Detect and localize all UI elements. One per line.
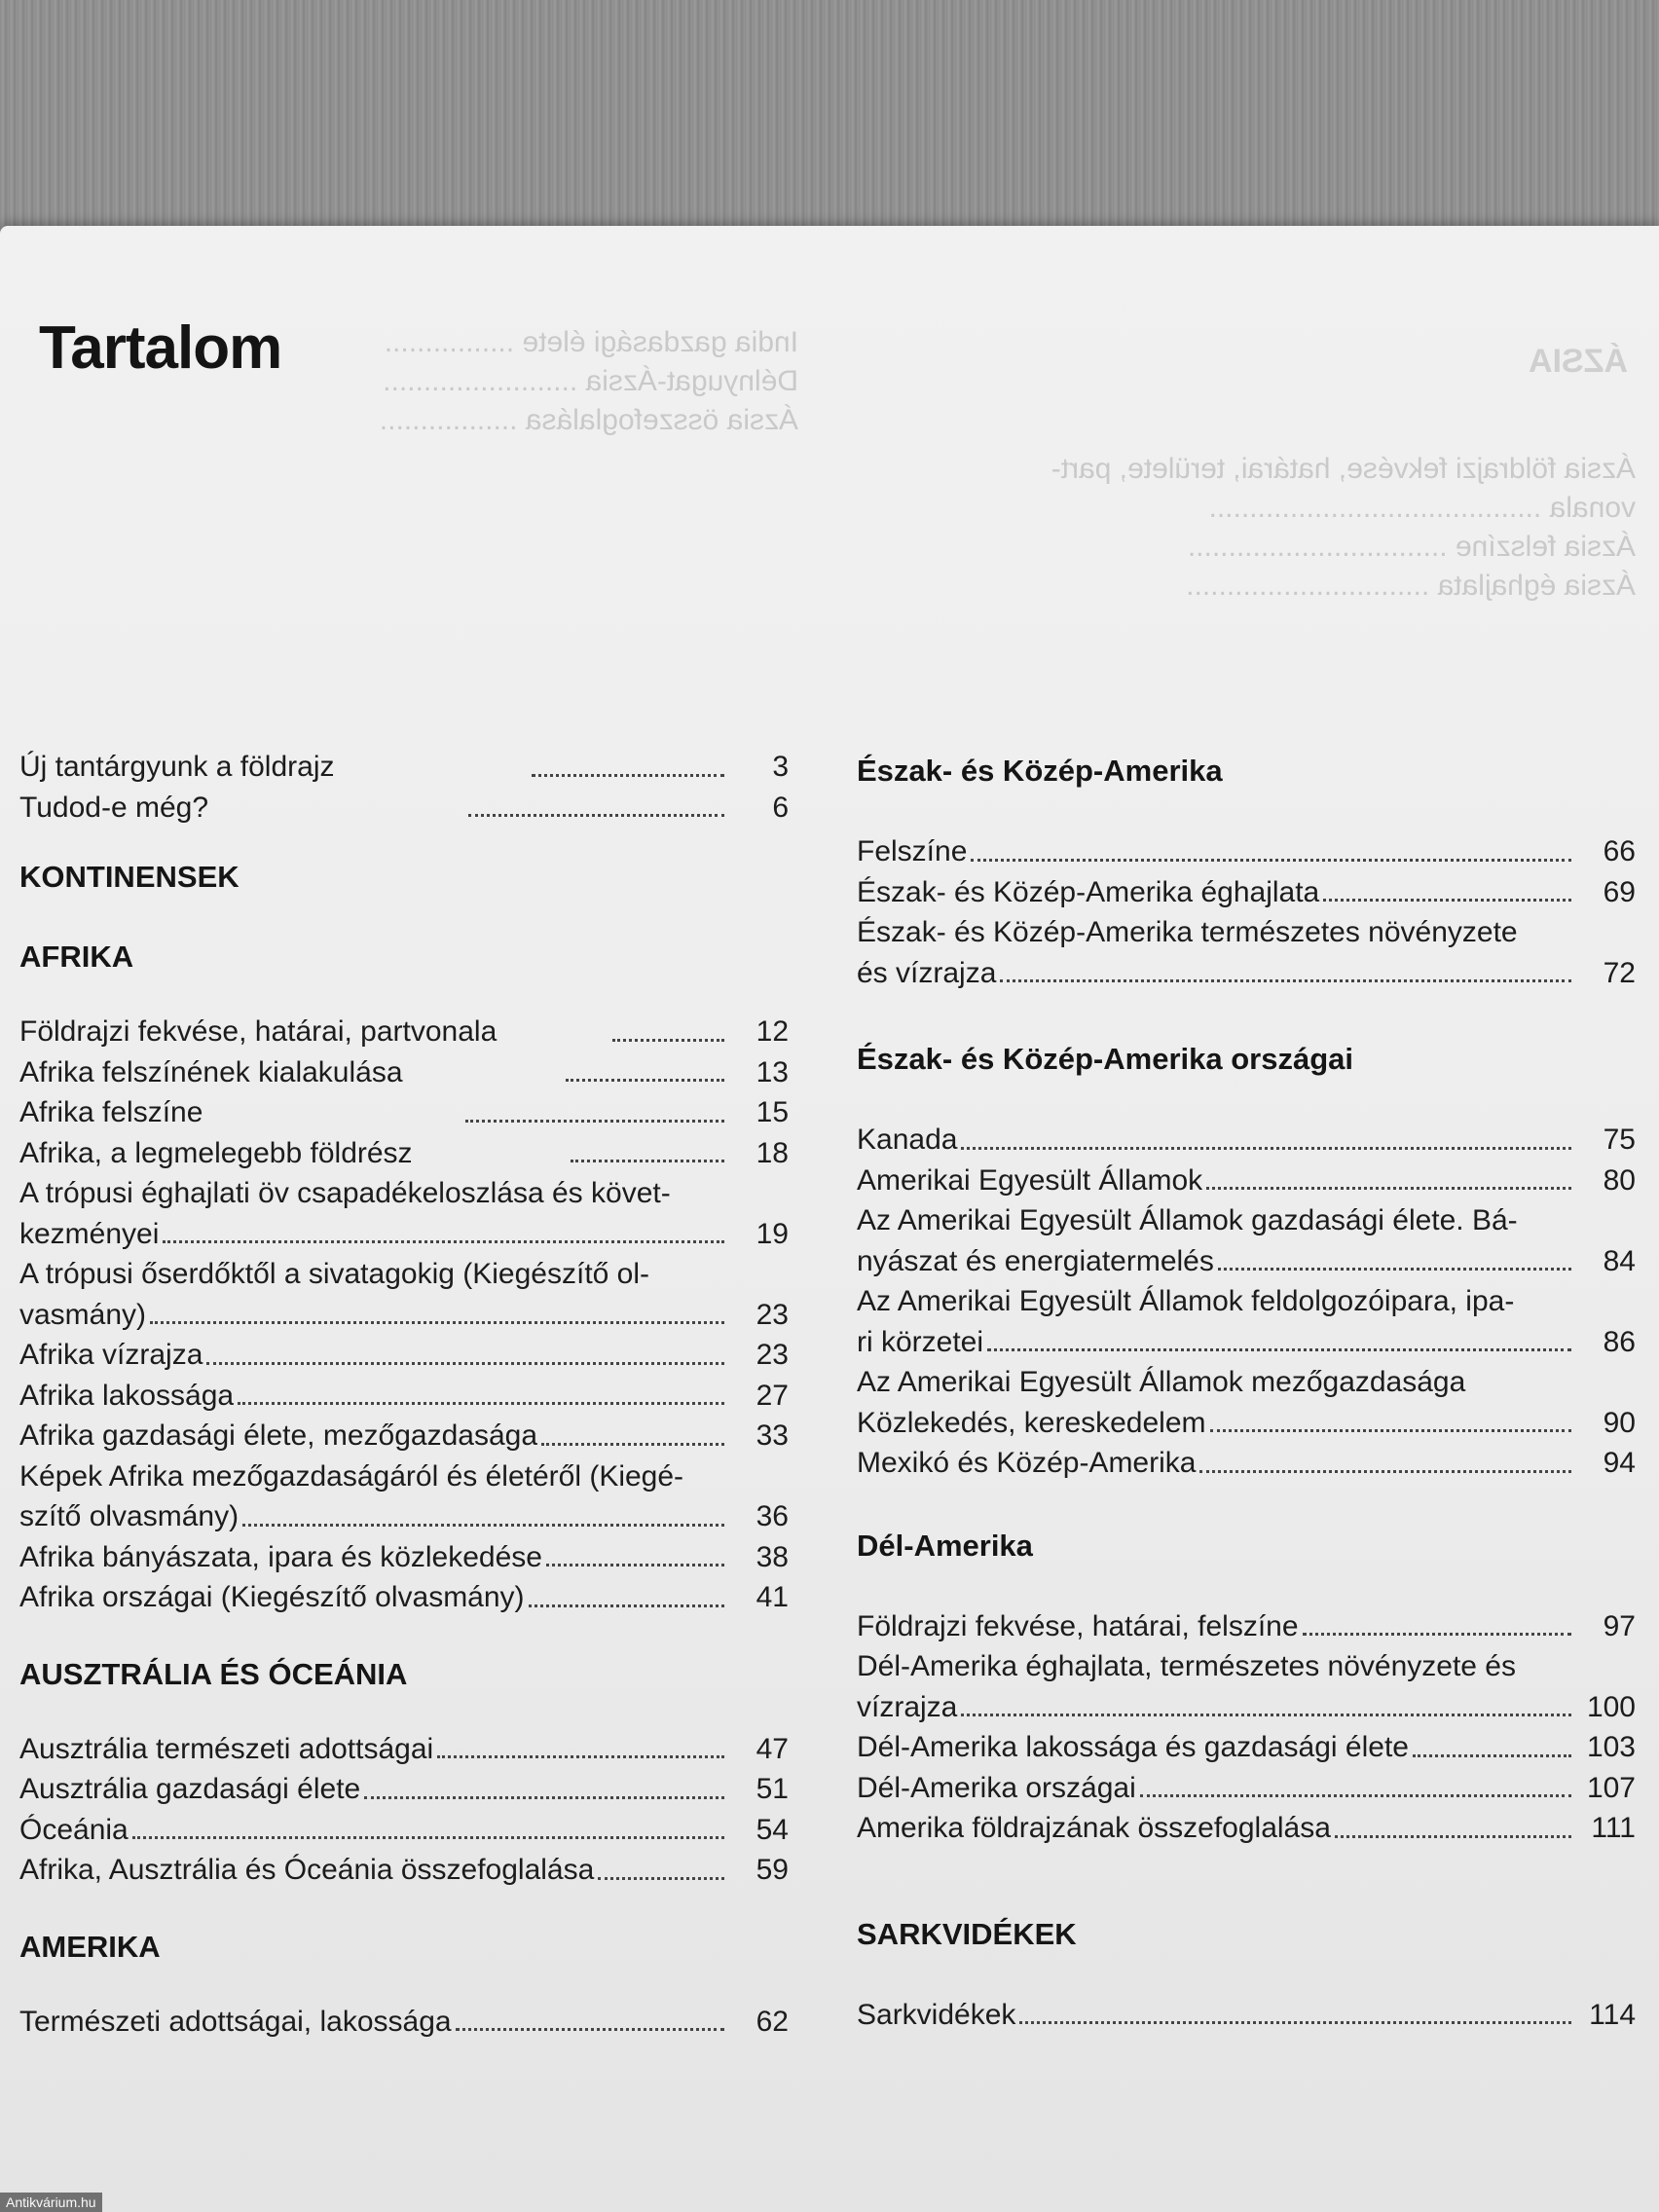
toc-entry[interactable]: Új tantárgyunk a földrajz 3 <box>19 751 789 783</box>
orszagai-entries <box>857 1120 1636 1484</box>
toc-entry[interactable]: Természeti adottságai, lakossága 62 <box>19 2005 789 2038</box>
toc-entry[interactable]: Észak- és Közép-Amerika éghajlata 69 <box>857 875 1636 908</box>
eszak-entries <box>857 831 1636 993</box>
toc-entry[interactable]: Ausztrália gazdasági élete 51 <box>19 1773 789 1805</box>
toc-entry-multiline[interactable]: Az Amerikai Egyesült Államok feldolgozóipara, ipa- ri körzetei 86 <box>857 1285 1636 1358</box>
toc-entry[interactable]: Afrika gazdasági élete, mezőgazdasága 33 <box>19 1419 789 1452</box>
toc-entry[interactable]: Földrajzi fekvése, határai, partvonala 12 <box>19 1015 790 1048</box>
toc-entry[interactable]: Földrajzi fekvése, határai, felszíne 97 <box>857 1609 1636 1642</box>
toc-entry-multiline[interactable]: Képek Afrika mezőgazdaságáról és életéről (Kiegé- szítő olvasmány) 36 <box>19 1459 789 1532</box>
toc-entry[interactable]: Afrika, a legmelegebb földrész 18 <box>19 1136 789 1169</box>
toc-entry-multiline[interactable]: Az Amerikai Egyesült Államok gazdasági élete. Bá- nyászat és energiatermelés 84 <box>857 1204 1636 1277</box>
ausztralia-entries <box>19 1729 789 1891</box>
book-page <box>0 226 1659 2212</box>
toc-entry-multiline[interactable]: A trópusi éghajlati öv csapadékeloszlása és követ- kezményei 19 <box>19 1177 789 1250</box>
page-title: Tartalom <box>39 314 282 382</box>
toc-entry-multiline[interactable]: A trópusi őserdőktől a sivatagokig (Kiegészítő ol- vasmány) 23 <box>19 1258 789 1331</box>
amerika-entries <box>19 2002 789 2043</box>
toc-entry[interactable]: Amerikai Egyesült Államok 80 <box>857 1163 1636 1197</box>
toc-entry[interactable]: Afrika felszíne 15 <box>19 1096 790 1128</box>
background-surface <box>0 0 1659 243</box>
toc-entry[interactable]: Afrika lakossága 27 <box>19 1379 789 1412</box>
show-through-heading: ÁZSIA <box>1529 343 1628 380</box>
toc-entry[interactable]: Kanada 75 <box>857 1124 1636 1156</box>
toc-entry[interactable]: Ausztrália természeti adottságai 47 <box>19 1732 789 1765</box>
show-through-text: India gazdasági élete ................ Délnyugat-Ázsia ........................ Ázsia összefoglalása ................. <box>379 326 798 436</box>
section-heading-eszak: Észak- és Közép-Amerika <box>857 754 1223 788</box>
toc-left-column <box>19 747 789 2042</box>
toc-entry[interactable]: Dél-Amerika lakossága és gazdasági élete 103 <box>857 1731 1636 1763</box>
toc-entry[interactable]: Tudod-e még? 6 <box>19 791 790 824</box>
section-heading-kontinensek: KONTINENSEK <box>19 860 240 894</box>
section-heading-del: Dél-Amerika <box>857 1528 1033 1563</box>
section-heading-ausztralia: AUSZTRÁLIA ÉS ÓCEÁNIA <box>19 1656 408 1691</box>
toc-entry[interactable]: Sarkvidékek 114 <box>857 1998 1636 2031</box>
show-through-text: Ázsia földrajzi fekvése, határai, területe, part- vonala ......................................... Ázsia felszíne ................................ Ázsia éghajlata .............................. <box>1051 453 1636 602</box>
toc-entry-multiline[interactable]: Az Amerikai Egyesült Államok mezőgazdasága Közlekedés, kereskedelem 90 <box>857 1366 1636 1439</box>
toc-entry[interactable]: Mexikó és Közép-Amerika 94 <box>857 1447 1636 1479</box>
toc-entry[interactable]: Óceánia 54 <box>19 1813 789 1846</box>
toc-entry[interactable]: Afrika bányászata, ipara és közlekedése 38 <box>19 1540 789 1573</box>
toc-right-column <box>857 752 1636 2035</box>
watermark: Antikvárium.hu <box>0 2193 102 2212</box>
section-heading-amerika: AMERIKA <box>19 1929 161 1964</box>
toc-entry[interactable]: Afrika, Ausztrália és Óceánia összefoglalása 59 <box>19 1854 789 1886</box>
toc-entry-multiline[interactable]: Dél-Amerika éghajlata, természetes növényzete és vízrajza 100 <box>857 1650 1636 1723</box>
toc-entry[interactable]: Dél-Amerika országai 107 <box>857 1771 1636 1804</box>
toc-entry-multiline[interactable]: Észak- és Közép-Amerika természetes növényzete és vízrajza 72 <box>857 916 1636 989</box>
section-heading-orszagai: Észak- és Közép-Amerika országai <box>857 1042 1353 1076</box>
sark-entries <box>857 1995 1636 2036</box>
toc-entry[interactable]: Afrika felszínének kialakulása 13 <box>19 1055 789 1088</box>
toc-entry[interactable]: Afrika vízrajza 23 <box>19 1339 789 1371</box>
afrika-entries <box>19 1012 789 1618</box>
toc-entry[interactable]: Afrika országai (Kiegészítő olvasmány) 41 <box>19 1581 789 1613</box>
del-entries <box>857 1606 1636 1849</box>
section-heading-sarkvidekek: SARKVIDÉKEK <box>857 1916 1077 1951</box>
section-heading-afrika: AFRIKA <box>19 940 134 974</box>
toc-entry[interactable]: Amerika földrajzának összefoglalása 111 <box>857 1812 1636 1844</box>
toc-entry[interactable]: Felszíne 66 <box>857 835 1636 867</box>
